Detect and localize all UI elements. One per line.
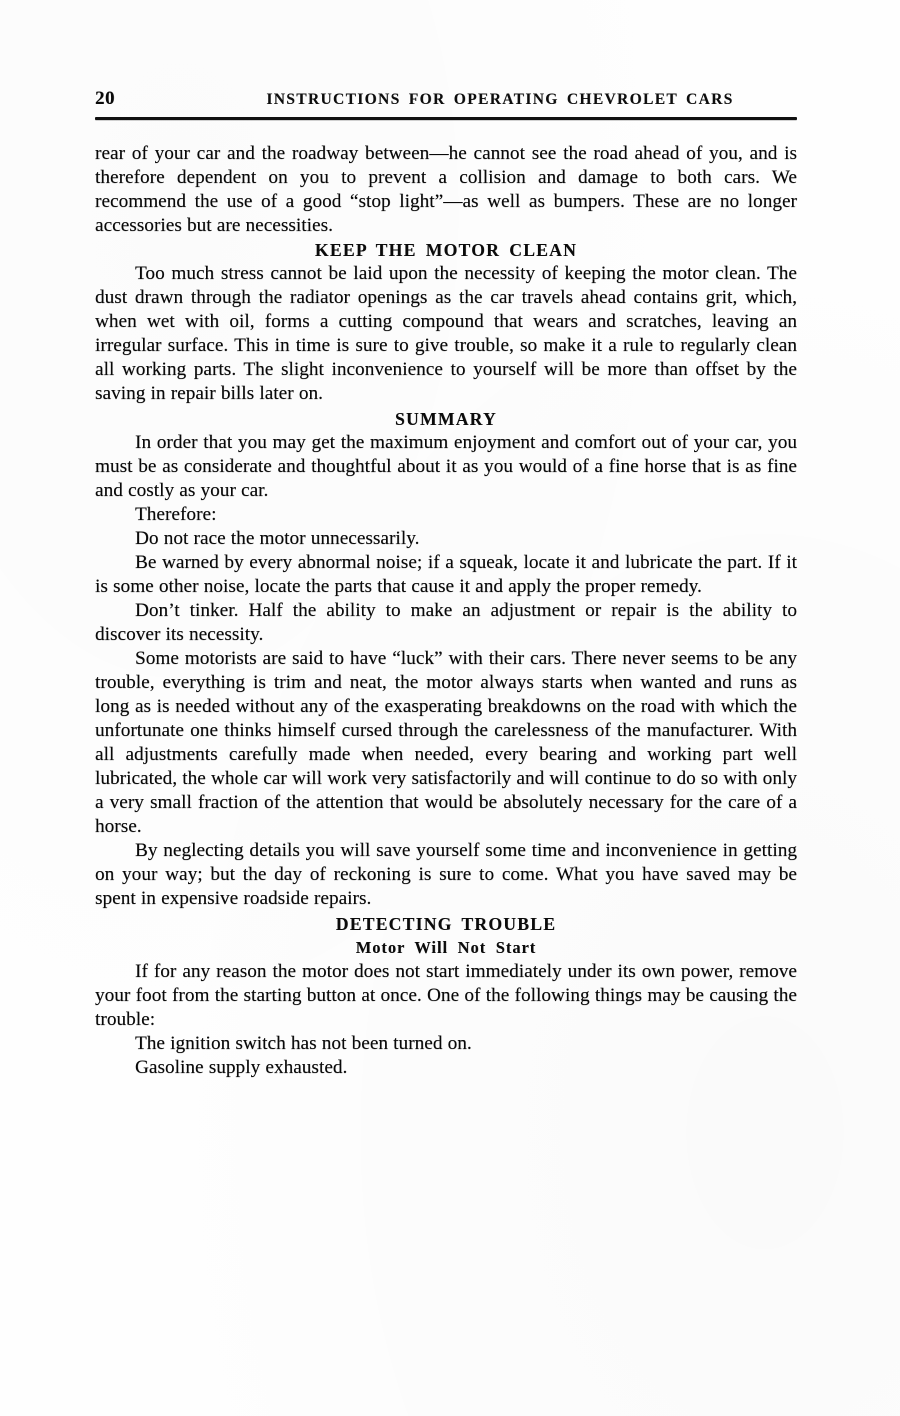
header-divider-rule — [95, 117, 797, 120]
paragraph-keep-motor-clean: Too much stress cannot be laid upon the necessity of keeping the motor clean. The dust drawn through the radiator openings as the car travels ahead contains grit, which, when wet with oil, forms a cutting compound that wears and scratches, leaving an irregular surface. This in time is sure to give trouble, so make it a rule to regularly clean all working parts. The slight inconvenience to yourself will be more than offset by the saving in repair bills later on. — [95, 263, 797, 405]
text-column — [95, 142, 797, 1080]
paragraph-neglecting-details: By neglecting details you will save yourself some time and inconvenience in getting on your way; but the day of reckoning is sure to come. What you have saved may be spent in expensive roadside repairs. — [95, 840, 797, 910]
cause-item-gasoline-supply: Gasoline supply exhausted. — [135, 1056, 348, 1078]
cause-item-ignition-switch: The ignition switch has not been turned on. — [135, 1032, 472, 1054]
subheading-motor-will-not-start: Motor Will Not Start — [355, 937, 537, 957]
paragraph-abnormal-noise: Be warned by every abnormal noise; if a squeak, locate it and lubricate the part. If it is some other noise, locate the parts that cause it and apply the proper remedy. — [95, 551, 797, 597]
line-therefore: Therefore: — [135, 503, 217, 525]
paragraph-dont-tinker: Don’t tinker. Half the ability to make an adjustment or repair is the ability to discover its necessity. — [95, 599, 797, 645]
paragraph-summary-intro: In order that you may get the maximum enjoyment and comfort out of your car, you must be as considerate and thoughtful about it as you would of a fine horse that is as fine and costly as your car. — [95, 431, 797, 501]
page-number: 20 — [95, 88, 115, 109]
paragraph-collision-continued: rear of your car and the roadway between—he cannot see the road ahead of you, and is therefore dependent on you to prevent a collision and damage to both cars. We recommend the use of a good “stop light”—as well as bumpers. These are no longer accessories but are necessities. — [95, 143, 797, 237]
heading-summary: SUMMARY — [395, 408, 497, 429]
paragraph-motorists-luck: Some motorists are said to have “luck” with their cars. There never seems to be any trouble, everything is trim and neat, the motor always starts when wanted and runs as long as is needed without any of the exasperating breakdowns on the road with which the unfortunate one thinks himself cursed through the carelessness of the manufacturer. With all adjustments carefully made when needed, every bearing and working part well lubricated, the whole car will work very satisfactorily and will continue to do so with only a very small fraction of the attention that would be absolutely necessary for the care of a horse. — [95, 647, 797, 838]
line-do-not-race-motor: Do not race the motor unnecessarily. — [135, 527, 420, 549]
heading-keep-the-motor-clean: KEEP THE MOTOR CLEAN — [314, 240, 578, 261]
page-header — [95, 88, 797, 120]
heading-detecting-trouble: DETECTING TROUBLE — [335, 913, 557, 934]
running-head-title: INSTRUCTIONS FOR OPERATING CHEVROLET CARS — [266, 91, 734, 108]
header-row — [95, 88, 797, 114]
paragraph-if-motor-does-not-start: If for any reason the motor does not start immediately under its own power, remove your foot from the starting button at once. One of the following things may be causing the trouble: — [95, 960, 797, 1030]
